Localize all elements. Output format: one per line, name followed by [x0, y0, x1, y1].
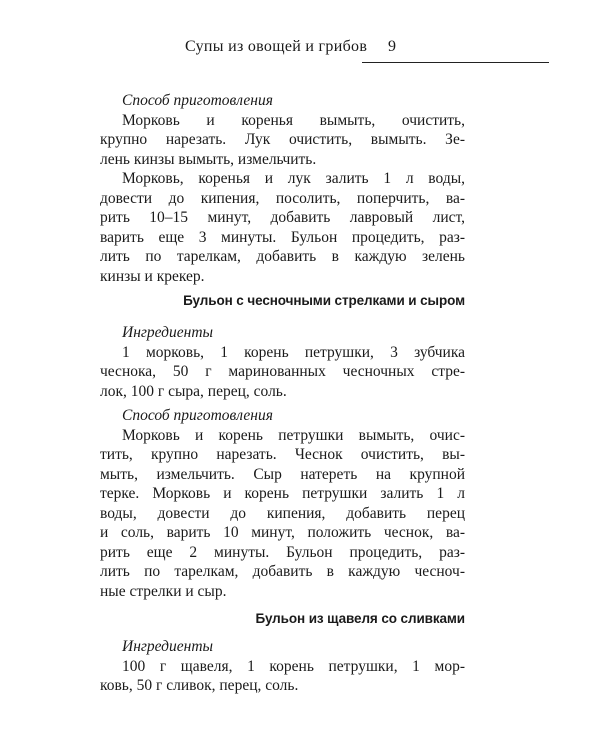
text-line: довести до кипения, посолить, поперчить, ва-: [100, 189, 465, 207]
text-line: воды, довести до кипения, добавить перец: [100, 504, 465, 522]
text-line: мыть, измельчить. Сыр натереть на крупной: [100, 465, 465, 483]
ingredients-heading: Ингредиенты: [122, 638, 214, 655]
text-line: лить по тарелкам, добавить в каждую зелень: [100, 248, 465, 265]
text-line: лок, 100 г сыра, перец, соль.: [100, 382, 287, 400]
recipe-2-title-block: [122, 291, 465, 311]
text-line: тить, крупно нарезать. Чеснок очистить, вы-: [100, 446, 465, 463]
paragraph-2: [100, 169, 465, 286]
text-line: и соль, варить 10 минут, положить чеснок, ва-: [100, 524, 465, 541]
text-line: Морковь и корень петрушки вымыть, очис-: [122, 426, 465, 444]
text-line: Морковь и коренья вымыть, очистить,: [122, 111, 465, 129]
text-line: чеснока, 50 г маринованных чесночных стре-: [100, 363, 465, 380]
text-line: 1 морковь, 1 корень петрушки, 3 зубчика: [122, 343, 465, 361]
recipe-title: Бульон из щавеля со сливками: [255, 611, 465, 626]
method-heading: Способ приготовления: [122, 407, 273, 424]
text-line: лень кинзы вымыть, измельчить.: [100, 150, 317, 168]
text-line: Морковь, коренья и лук залить 1 л воды,: [122, 170, 465, 187]
header-rule: [362, 62, 549, 63]
text-line: рить еще 2 минуты. Бульон процедить, раз-: [100, 543, 465, 561]
text-line: кинзы и крекер.: [100, 267, 205, 285]
ingredients-heading: Ингредиенты: [122, 324, 214, 341]
running-header-title: Супы из овощей и грибов: [185, 38, 368, 55]
text-line: рить 10–15 минут, добавить лавровый лист,: [100, 209, 465, 226]
section-1: [100, 91, 465, 286]
text-line: лить по тарелкам, добавить в каждую чесноч-: [100, 563, 465, 580]
method-heading: Способ приготовления: [122, 92, 273, 109]
text-line: ковь, 50 г сливок, перец, соль.: [100, 677, 299, 694]
page-header: [0, 0, 600, 80]
text-line: крупно нарезать. Лук очистить, вымыть. Зе-: [100, 131, 465, 148]
recipe-2-ingredients: [100, 323, 465, 401]
recipe-2-method: [100, 406, 465, 601]
recipe-3-ingredients: [100, 637, 465, 696]
text-line: варить еще 3 минуты. Бульон процедить, раз-: [100, 228, 465, 246]
page-number: 9: [388, 38, 396, 55]
recipe-title: Бульон с чесночными стрелками и сыром: [183, 293, 465, 308]
text-line: 100 г щавеля, 1 корень петрушки, 1 мор-: [122, 657, 465, 675]
paragraph-1: [100, 111, 465, 170]
text-line: терке. Морковь и корень петрушки залить 1 л: [100, 485, 465, 502]
text-line: ные стрелки и сыр.: [100, 582, 227, 600]
recipe-3-title-block: [122, 609, 465, 629]
